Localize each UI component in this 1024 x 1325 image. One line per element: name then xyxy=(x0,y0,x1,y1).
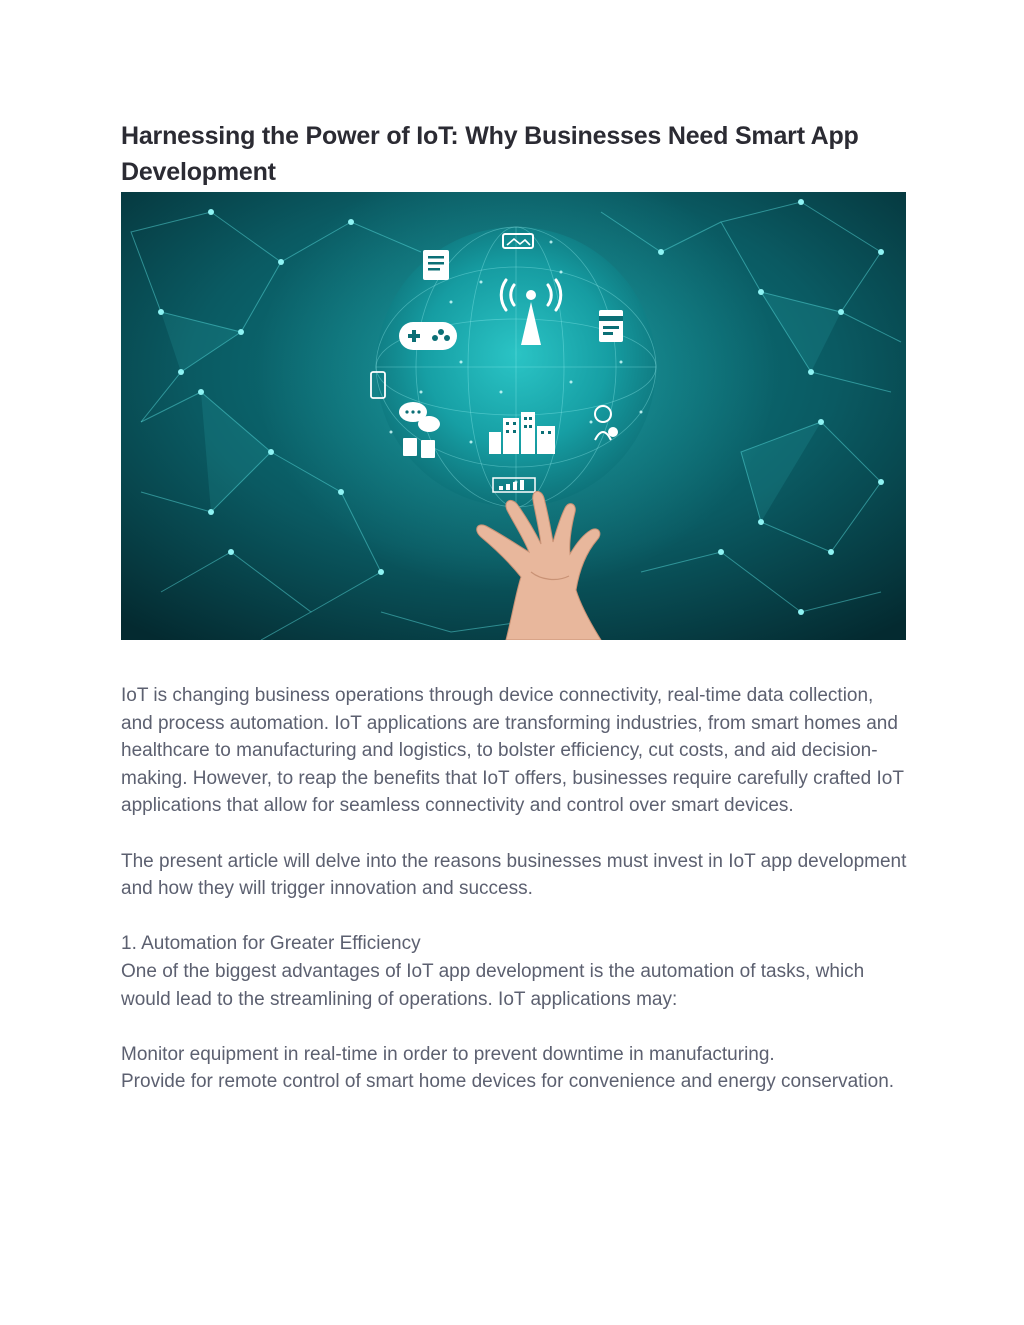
list-item: Monitor equipment in real-time in order to prevent downtime in manufacturing. xyxy=(121,1043,775,1065)
list-item: Provide for remote control of smart home devices for convenience and energy conservation. xyxy=(121,1071,895,1093)
article-body xyxy=(121,682,907,1096)
section-heading: 1. Automation for Greater Efficiency xyxy=(121,933,421,955)
purpose-paragraph: The present article will delve into the reasons businesses must invest in IoT app development and how they will trigger innovation and success. xyxy=(121,850,907,900)
article-title: Harnessing the Power of IoT: Why Businesses Need Smart App Development xyxy=(121,122,859,186)
document-page xyxy=(121,118,907,1096)
credit-card-icon xyxy=(599,310,623,342)
section-paragraph: One of the biggest advantages of IoT app development is the automation of tasks, which would lead to the streamlining of operations. IoT applications may: xyxy=(121,960,865,1010)
intro-paragraph: IoT is changing business operations through device connectivity, real-time data collection, and process automation. IoT applications are transforming industries, from smart homes and healthcare to manufacturing and logistics, to bolster efficiency, cut costs, and aid decision-making. However, to reap the benefits that IoT offers, businesses require carefully crafted IoT applications that allow for seamless connectivity and control over smart devices. xyxy=(121,685,904,817)
game-controller-icon xyxy=(399,322,457,350)
iot-hero-image xyxy=(121,192,906,640)
document-icon xyxy=(423,250,449,280)
